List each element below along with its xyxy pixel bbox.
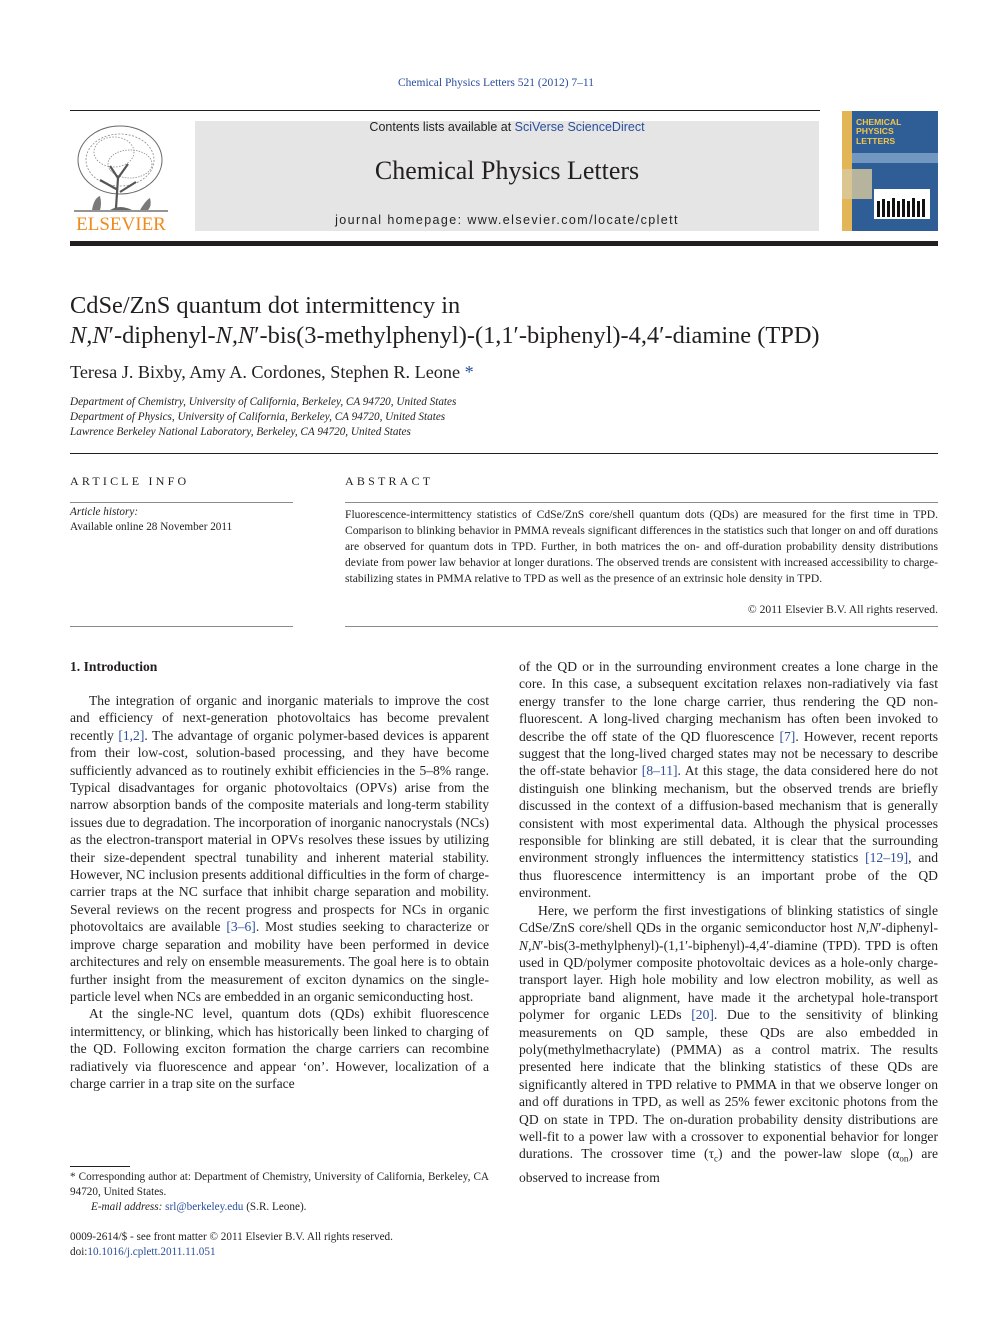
italic-run: N,N [519, 937, 541, 953]
symbol-alpha: α [892, 1146, 900, 1162]
email-label: E-mail address: [91, 1201, 166, 1213]
text-run: , and thus fluorescence intermittency is an important probe of the QD environment. [519, 850, 938, 901]
symbol-tau: τ [708, 1146, 715, 1162]
title-italic-nn: N,N [215, 322, 255, 349]
footnote [70, 1170, 489, 1215]
journal-reference[interactable]: Chemical Physics Letters 521 (2012) 7–11 [398, 77, 594, 89]
body-column-left [70, 692, 489, 1092]
article-title [70, 291, 940, 351]
contents-line [195, 120, 819, 134]
footnote-corresponding: * Corresponding author at: Department of Chemistry, University of California, Berkeley, CA 94720, United States. [70, 1171, 489, 1198]
citation-link[interactable]: [3–6] [226, 919, 256, 935]
header-thick-rule [70, 241, 938, 246]
doi-link[interactable]: 10.1016/j.cplett.2011.11.051 [87, 1246, 216, 1258]
paragraph [519, 902, 938, 1186]
text-run: The integration of organic and inorganic materials to improve the cost and efficiency of next-generation photovoltaics has become prevalent recently [70, 693, 489, 743]
article-info-rule-bottom [70, 626, 293, 627]
title-segment: ′-bis(3-methylphenyl)-(1,1′-biphenyl)-4,4′-diamine (TPD) [254, 322, 820, 349]
citation-link[interactable]: [20] [691, 1007, 714, 1023]
corresponding-author-mark[interactable]: * [464, 362, 474, 382]
cover-art-icon [842, 111, 938, 231]
subscript: c [714, 1154, 719, 1165]
doi-line [70, 1245, 393, 1260]
contents-prefix: Contents lists available at [369, 120, 515, 134]
cover-title-line: CHEMICAL [856, 117, 902, 127]
elsevier-tree-icon [70, 120, 172, 234]
journal-name: Chemical Physics Letters [374, 156, 640, 185]
cover-title-line: LETTERS [856, 135, 896, 146]
title-line-1: CdSe/ZnS quantum dot intermittency in [70, 292, 461, 319]
citation-link[interactable]: [7] [779, 728, 796, 744]
abstract-text: Fluorescence-intermittency statistics of CdSe/ZnS core/shell quantum dots (QDs) are measured for the first time in TPD. Comparison to blinking behavior in PMMA reveals significant differences in the statistics such that longer on and off durations are observed for quantum dots in TPD. Further, in both matrices the on- and off-duration probability density distributions deviate from power law behavior at longer durations. The observed trends are consistent with increased accessibility to charge-stabilizing states in PMMA relative to TPD as well as the presence of an extrinsic hole density in TPD. [345, 508, 938, 585]
abstract-heading: ABSTRACT [345, 474, 434, 488]
body-column-right [519, 658, 938, 1186]
article-history-label: Article history: [70, 506, 139, 518]
paragraph [519, 658, 938, 902]
affiliation: Department of Physics, University of California, Berkeley, CA 94720, United States [70, 411, 446, 424]
title-italic-nn: N,N [70, 322, 109, 349]
cover-title-line: PHYSICS [856, 126, 894, 137]
article-info-rule [70, 502, 293, 503]
text-run: Here, we perform the first investigations of blinking statistics of single CdSe/ZnS core/shell QDs in the organic semiconductor host [519, 902, 938, 936]
affiliation: Department of Chemistry, University of California, Berkeley, CA 94720, United States [70, 396, 457, 408]
paragraph: At the single-NC level, quantum dots (QDs) exhibit fluorescence intermittency, or blinking, which has historically been linked to charging of the QD. Following exciton formation the charge carriers can recombine radiatively via fluorescence and appear ‘on’. However, localization of a charge carrier in a trap site on the surface [70, 1006, 489, 1091]
text-run: ) are observed to increase from [519, 1146, 938, 1185]
article-info-heading: ARTICLE INFO [70, 474, 190, 488]
citation-link[interactable]: [8–11] [641, 763, 678, 779]
front-matter-line: 0009-2614/$ - see front matter © 2011 Elsevier B.V. All rights reserved. [70, 1231, 393, 1243]
text-run: of the QD or in the surrounding environment creates a lone charge in the core. In this case, a subsequent excitation relaxes non-radiatively via fast energy transfer to the lone charge carrier, thus rendering the QD non-fluorescent. A long-lived charging mechanism has often been invoked to describe the off state of the QD fluorescence [519, 659, 938, 744]
text-run: ) and the power-law slope ( [718, 1146, 893, 1162]
title-line-2 [70, 321, 940, 351]
text-run: ′-diphenyl- [878, 920, 938, 936]
elsevier-logo [70, 120, 172, 234]
journal-homepage[interactable]: journal homepage: www.elsevier.com/locate/cplett [335, 213, 679, 227]
section-rule [70, 453, 938, 454]
affiliations [70, 395, 456, 441]
paragraph [70, 692, 489, 1005]
text-run: . However, recent reports suggest that the long-lived charged states may not be necessary to describe the off-state behavior [519, 728, 939, 779]
text-run: . At this stage, the data considered here do not distinguish one blinking mechanism, but the observed trends are briefly discussed in the context of a diffusion-based mechanism that is generally consistent with most experimental data. Although the physical processes responsible for blinking are still debated, it is clear that the surrounding environment strongly influences the intermittency statistics [519, 763, 938, 866]
section-heading: 1. Introduction [70, 659, 158, 674]
elsevier-wordmark: ELSEVIER [76, 214, 166, 234]
sciencedirect-link[interactable]: SciVerse ScienceDirect [514, 120, 645, 134]
footnote-email-line [70, 1200, 489, 1215]
journal-cover-thumbnail [842, 111, 938, 231]
author-list [70, 362, 474, 383]
email-suffix: (S.R. Leone). [243, 1201, 307, 1213]
author-names: Teresa J. Bixby, Amy A. Cordones, Stephen R. Leone [70, 362, 461, 382]
doi-label: doi: [70, 1246, 88, 1258]
italic-run: N,N [856, 920, 879, 936]
front-matter [70, 1230, 393, 1260]
text-run: ′-bis(3-methylphenyl)-(1,1′-biphenyl)-4,4′-diamine (TPD). TPD is often used in QD/polymer composite photovoltaic devices as a hole-only charge-transport layer. High hole mobility and low electron mobility, as well as appropriate band alignment, have made it the archetypal hole-transport polymer for organic LEDs [519, 937, 938, 1023]
email-link[interactable]: srl@berkeley.edu [165, 1201, 244, 1213]
text-run: . Most studies seeking to characterize or improve charge separation and mobility have been performed in device architectures and rely on ensemble measurements. The goal here is to obtain further insight from the measurement of exciton dynamics on the single-particle level when NCs are embedded in an organic semiconducting host. [70, 919, 489, 1004]
affiliation: Lawrence Berkeley National Laboratory, Berkeley, CA 94720, United States [70, 426, 411, 439]
abstract-copyright: © 2011 Elsevier B.V. All rights reserved. [747, 603, 938, 616]
text-run: . The advantage of organic polymer-based devices is apparent from their low-cost, solution-based processing, and they have become sufficiently advanced as to routinely exhibit efficiencies in the 5–8% range. Typical disadvantages for organic photovoltaics (OPVs) arise from the narrow absorption bands of the composite materials and long-term stability issues due to degradation. The incorporation of inorganic nanocrystals (NCs) as the electron-transport material in OPVs resolves these issues by utilizing their size-dependent spectral tunability and inherent material stability. However, NC inclusion presents additional difficulties in the form of charge-carrier traps at the NC surface that inhibit charge separation and mobility. Several reviews on the recent progress and prospects for NCs in organic photovoltaics are available [70, 727, 489, 935]
title-segment: ′-diphenyl- [108, 322, 216, 349]
footnote-rule [70, 1166, 130, 1167]
abstract-rule [345, 502, 938, 503]
header-rule [70, 110, 820, 111]
citation-link[interactable]: [1,2] [118, 727, 145, 743]
abstract-rule-bottom [345, 626, 938, 627]
subscript: on [899, 1154, 909, 1165]
text-run: . Due to the sensitivity of blinking measurements on QD sample, these QDs are also embedded in poly(methylmethacrylate) (PMMA) as a control matrix. The results presented here indicate that the blinking statistics of these QDs are significantly altered in TPD relative to PMMA in that we observe longer on and off durations in TPD, as well as 25% fewer excitonic photons from the QD on state in TPD. The on-duration probability density distributions are well-fit to a power law with a crossover to exponential behavior for longer durations. The crossover time ( [519, 1007, 938, 1162]
citation-link[interactable]: [12–19] [865, 850, 909, 866]
article-history-value: Available online 28 November 2011 [70, 521, 233, 533]
